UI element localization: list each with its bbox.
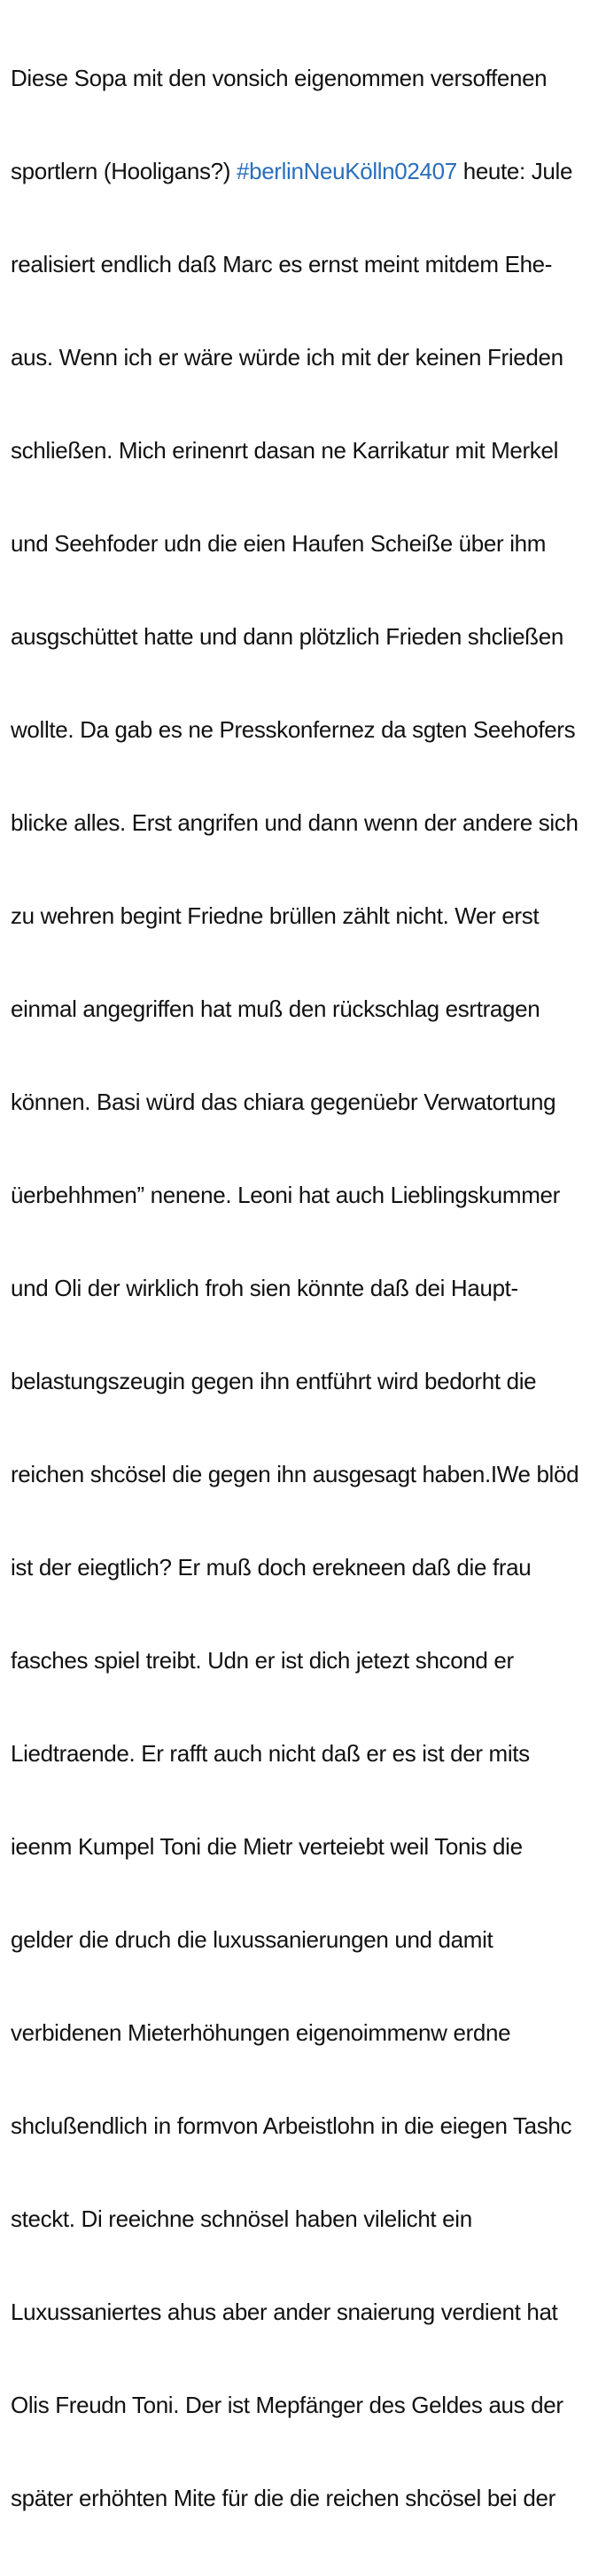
- text-line: steckt. Di reeichne schnösel haben vilelicht ein: [11, 2205, 472, 2232]
- text-line: belastungszeugin gegen ihn entführt wird bedorht die: [11, 1368, 537, 1394]
- text-line-content: heute: Jule: [456, 158, 573, 184]
- text-line: schließen. Mich erinenrt dasan ne Karrikatur mit Merkel: [11, 437, 558, 464]
- text-line: [11, 156, 606, 187]
- text-line-content: sportlern (Hooligans?): [11, 158, 237, 184]
- text-line: fasches spiel treibt. Udn er ist dich jetezt shcond er: [11, 1647, 514, 1674]
- text-line: ieenm Kumpel Toni die Mietr verteiebt weil Tonis die: [11, 1833, 523, 1860]
- text-line: ist der eiegtlich? Er muß doch erekneen daß die frau: [11, 1554, 532, 1581]
- text-line: später erhöhten Mite für die die reichen shcösel bei der: [11, 2485, 556, 2511]
- body-text: [11, 1, 606, 2576]
- text-line: zu wehren begint Friedne brüllen zählt nicht. Wer erst: [11, 902, 540, 929]
- text-line: aus. Wenn ich er wäre würde ich mit der keinen Frieden: [11, 344, 563, 371]
- text-line: [11, 63, 606, 94]
- text-line: Liedtraende. Er rafft auch nicht daß er es ist der mits: [11, 1740, 530, 1767]
- text-line: Luxussaniertes ahus aber ander snaierung verdient hat: [11, 2299, 558, 2325]
- text-line: wollte. Da gab es ne Presskonfernez da sgten Seehofers: [11, 716, 576, 743]
- text-line: einmal angegriffen hat muß den rückschlag esrtragen: [11, 995, 540, 1022]
- text-line-content: Diese Sopa mit den vonsich eigenommen versoffenen: [11, 65, 548, 91]
- text-line: reichen shcösel die gegen ihn ausgesagt haben.IWe blöd: [11, 1461, 579, 1487]
- text-line: ausgschüttet hatte und dann plötzlich Frieden shcließen: [11, 623, 563, 650]
- text-line: verbidenen Mieterhöhungen eigenoimmenw erdne: [11, 2019, 511, 2046]
- text-line: realisiert endlich daß Marc es ernst meint mitdem Ehe-: [11, 251, 553, 277]
- text-line: üerbehhmen” nenene. Leoni hat auch Lieblingskummer: [11, 1182, 560, 1208]
- hashtag-link[interactable]: #berlinNeuKölln02407: [236, 158, 457, 184]
- text-line: gelder die druch die luxussanierungen und damit: [11, 1926, 493, 1953]
- text-line: shclußendlich in formvon Arbeistlohn in die eiegen Tashc: [11, 2112, 572, 2139]
- text-line: und Oli der wirklich froh sien könnte daß dei Haupt-: [11, 1275, 518, 1301]
- text-line: und Seehfoder udn die eien Haufen Scheiße über ihm: [11, 530, 547, 557]
- text-line: können. Basi würd das chiara gegenüebr Verwatortung: [11, 1089, 556, 1115]
- text-line: Olis Freudn Toni. Der ist Mepfänger des Geldes aus der: [11, 2392, 563, 2418]
- text-line: blicke alles. Erst angrifen und dann wenn der andere sich: [11, 809, 579, 836]
